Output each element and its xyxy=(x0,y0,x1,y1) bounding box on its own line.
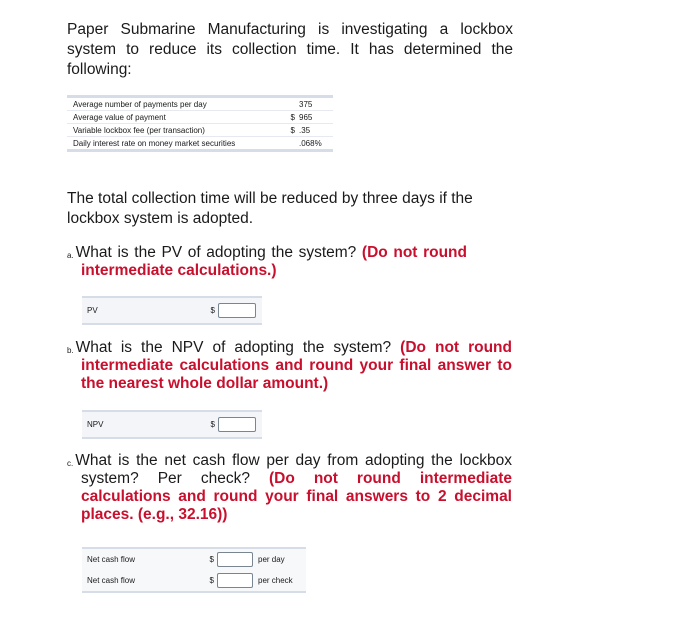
row-label: Daily interest rate on money market securities xyxy=(73,138,236,148)
net-cash-flow-per-check-input[interactable] xyxy=(217,573,253,588)
row-label: Variable lockbox fee (per transaction) xyxy=(73,125,205,135)
question-note: (Do not round intermediate calculations.) xyxy=(81,244,467,279)
net-cash-flow-per-day-input[interactable] xyxy=(217,552,253,567)
collection-time-statement: The total collection time will be reduced by three days if the lockbox system is adopted. xyxy=(67,190,473,227)
question-text: What is the PV of adopting the system? xyxy=(75,244,357,261)
row-currency: $ xyxy=(290,112,295,122)
given-data-table xyxy=(67,95,333,152)
row-label: Average number of payments per day xyxy=(73,99,207,109)
currency-symbol: $ xyxy=(210,306,215,315)
table-row xyxy=(67,111,333,124)
net-cash-flow-table xyxy=(82,547,306,593)
question-text: What is the NPV of adopting the system? xyxy=(75,339,392,356)
table-row xyxy=(82,570,306,591)
answer-row-npv xyxy=(82,410,262,439)
currency-symbol: $ xyxy=(209,576,214,585)
answer-label: PV xyxy=(87,306,98,315)
row-label: Average value of payment xyxy=(73,112,166,122)
row-value: .35 xyxy=(299,125,311,135)
table-row xyxy=(67,98,333,111)
question-b xyxy=(67,339,512,393)
question-note: (Do not round intermediate calculations and round your final answer to the nearest whole dollar amount.) xyxy=(81,339,512,392)
row-label: Net cash flow xyxy=(87,576,136,585)
row-value: 375 xyxy=(299,99,313,109)
row-value: 965 xyxy=(299,112,313,122)
table-row xyxy=(67,137,333,149)
question-c xyxy=(67,452,512,524)
question-marker: a. xyxy=(67,251,74,260)
table-row xyxy=(67,124,333,137)
table-row xyxy=(82,549,306,570)
problem-intro: Paper Submarine Manufacturing is investigating a lockbox system to reduce its collection time. It has determined the following: xyxy=(67,21,513,78)
answer-label: NPV xyxy=(87,420,104,429)
question-text: What is the net cash flow per day from adopting the lockbox system? Per check? xyxy=(75,452,512,487)
row-currency: $ xyxy=(290,125,295,135)
currency-symbol: $ xyxy=(209,555,214,564)
unit-label: per check xyxy=(258,576,293,585)
unit-label: per day xyxy=(258,555,285,564)
row-value: .068% xyxy=(299,138,322,148)
question-marker: b. xyxy=(67,346,74,355)
answer-row-pv xyxy=(82,296,262,325)
currency-symbol: $ xyxy=(210,420,215,429)
row-label: Net cash flow xyxy=(87,555,136,564)
question-note: (Do not round intermediate calculations and round your final answers to 2 decimal places. (e.g., 32.16)) xyxy=(81,470,512,523)
question-marker: c. xyxy=(67,459,74,468)
npv-input[interactable] xyxy=(218,417,256,432)
pv-input[interactable] xyxy=(218,303,256,318)
question-a xyxy=(67,244,467,280)
